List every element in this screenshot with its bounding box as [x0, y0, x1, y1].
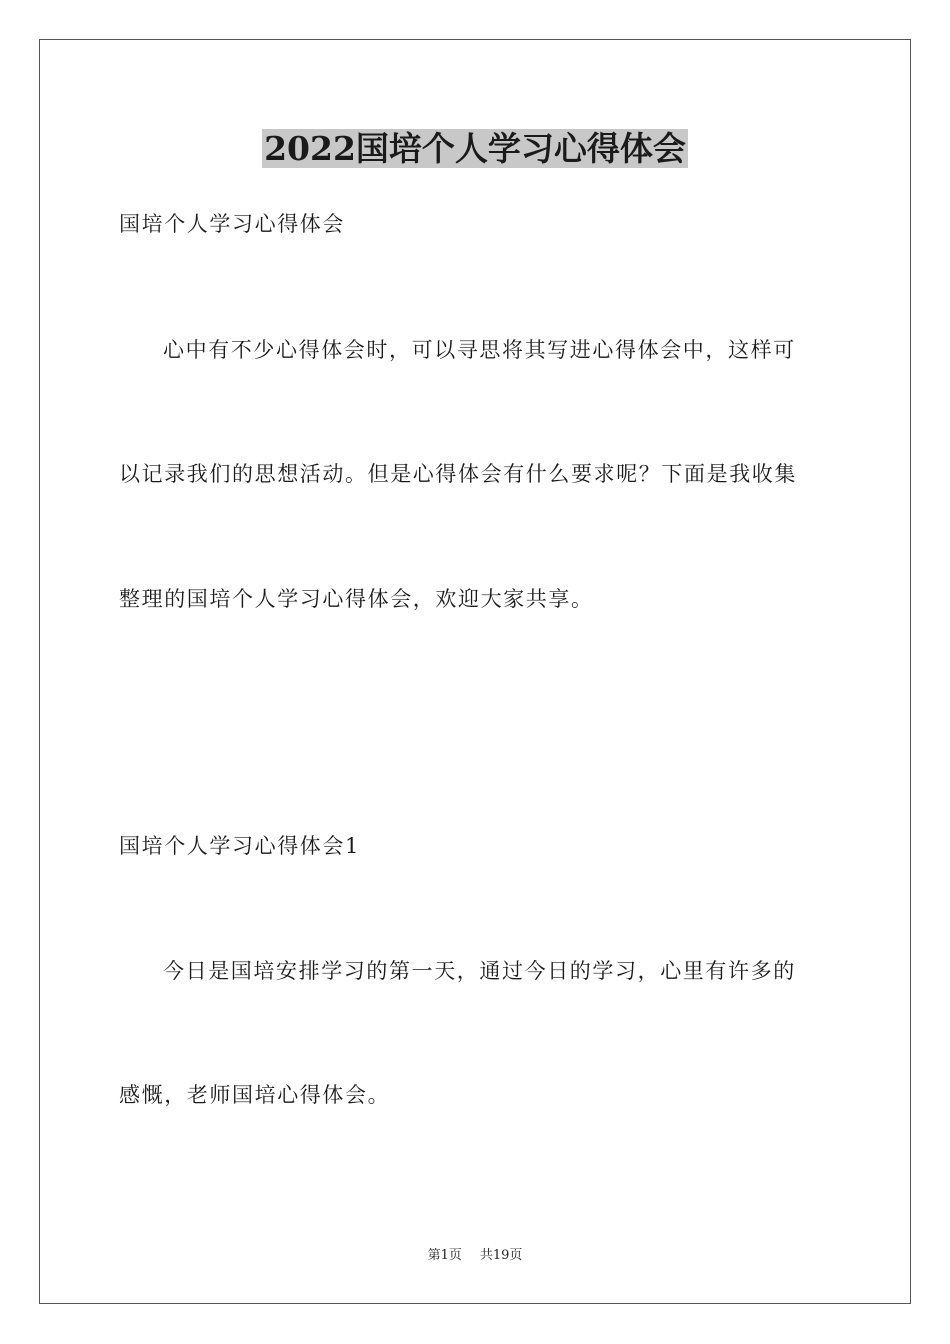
document-subtitle: 国培个人学习心得体会 — [119, 212, 345, 236]
section-heading: 国培个人学习心得体会1 — [119, 834, 360, 858]
document-title — [0, 127, 950, 171]
page-footer — [0, 1247, 950, 1265]
intro-paragraph-line-1: 心中有不少心得体会时，可以寻思将其写进心得体会中，这样可 — [163, 338, 796, 362]
section-paragraph-line-1: 今日是国培安排学习的第一天，通过今日的学习，心里有许多的 — [163, 959, 796, 983]
document-title-text: 2022国培个人学习心得体会 — [264, 129, 686, 168]
intro-paragraph-line-3: 整理的国培个人学习心得体会，欢迎大家共享。 — [119, 587, 594, 611]
page-number-current: 第1页 — [427, 1248, 462, 1263]
section-paragraph-line-2: 感慨，老师国培心得体会。 — [119, 1083, 391, 1107]
page-number-total: 共19页 — [479, 1248, 523, 1263]
intro-paragraph-line-2: 以记录我们的思想活动。但是心得体会有什么要求呢？下面是我收集 — [119, 462, 797, 486]
